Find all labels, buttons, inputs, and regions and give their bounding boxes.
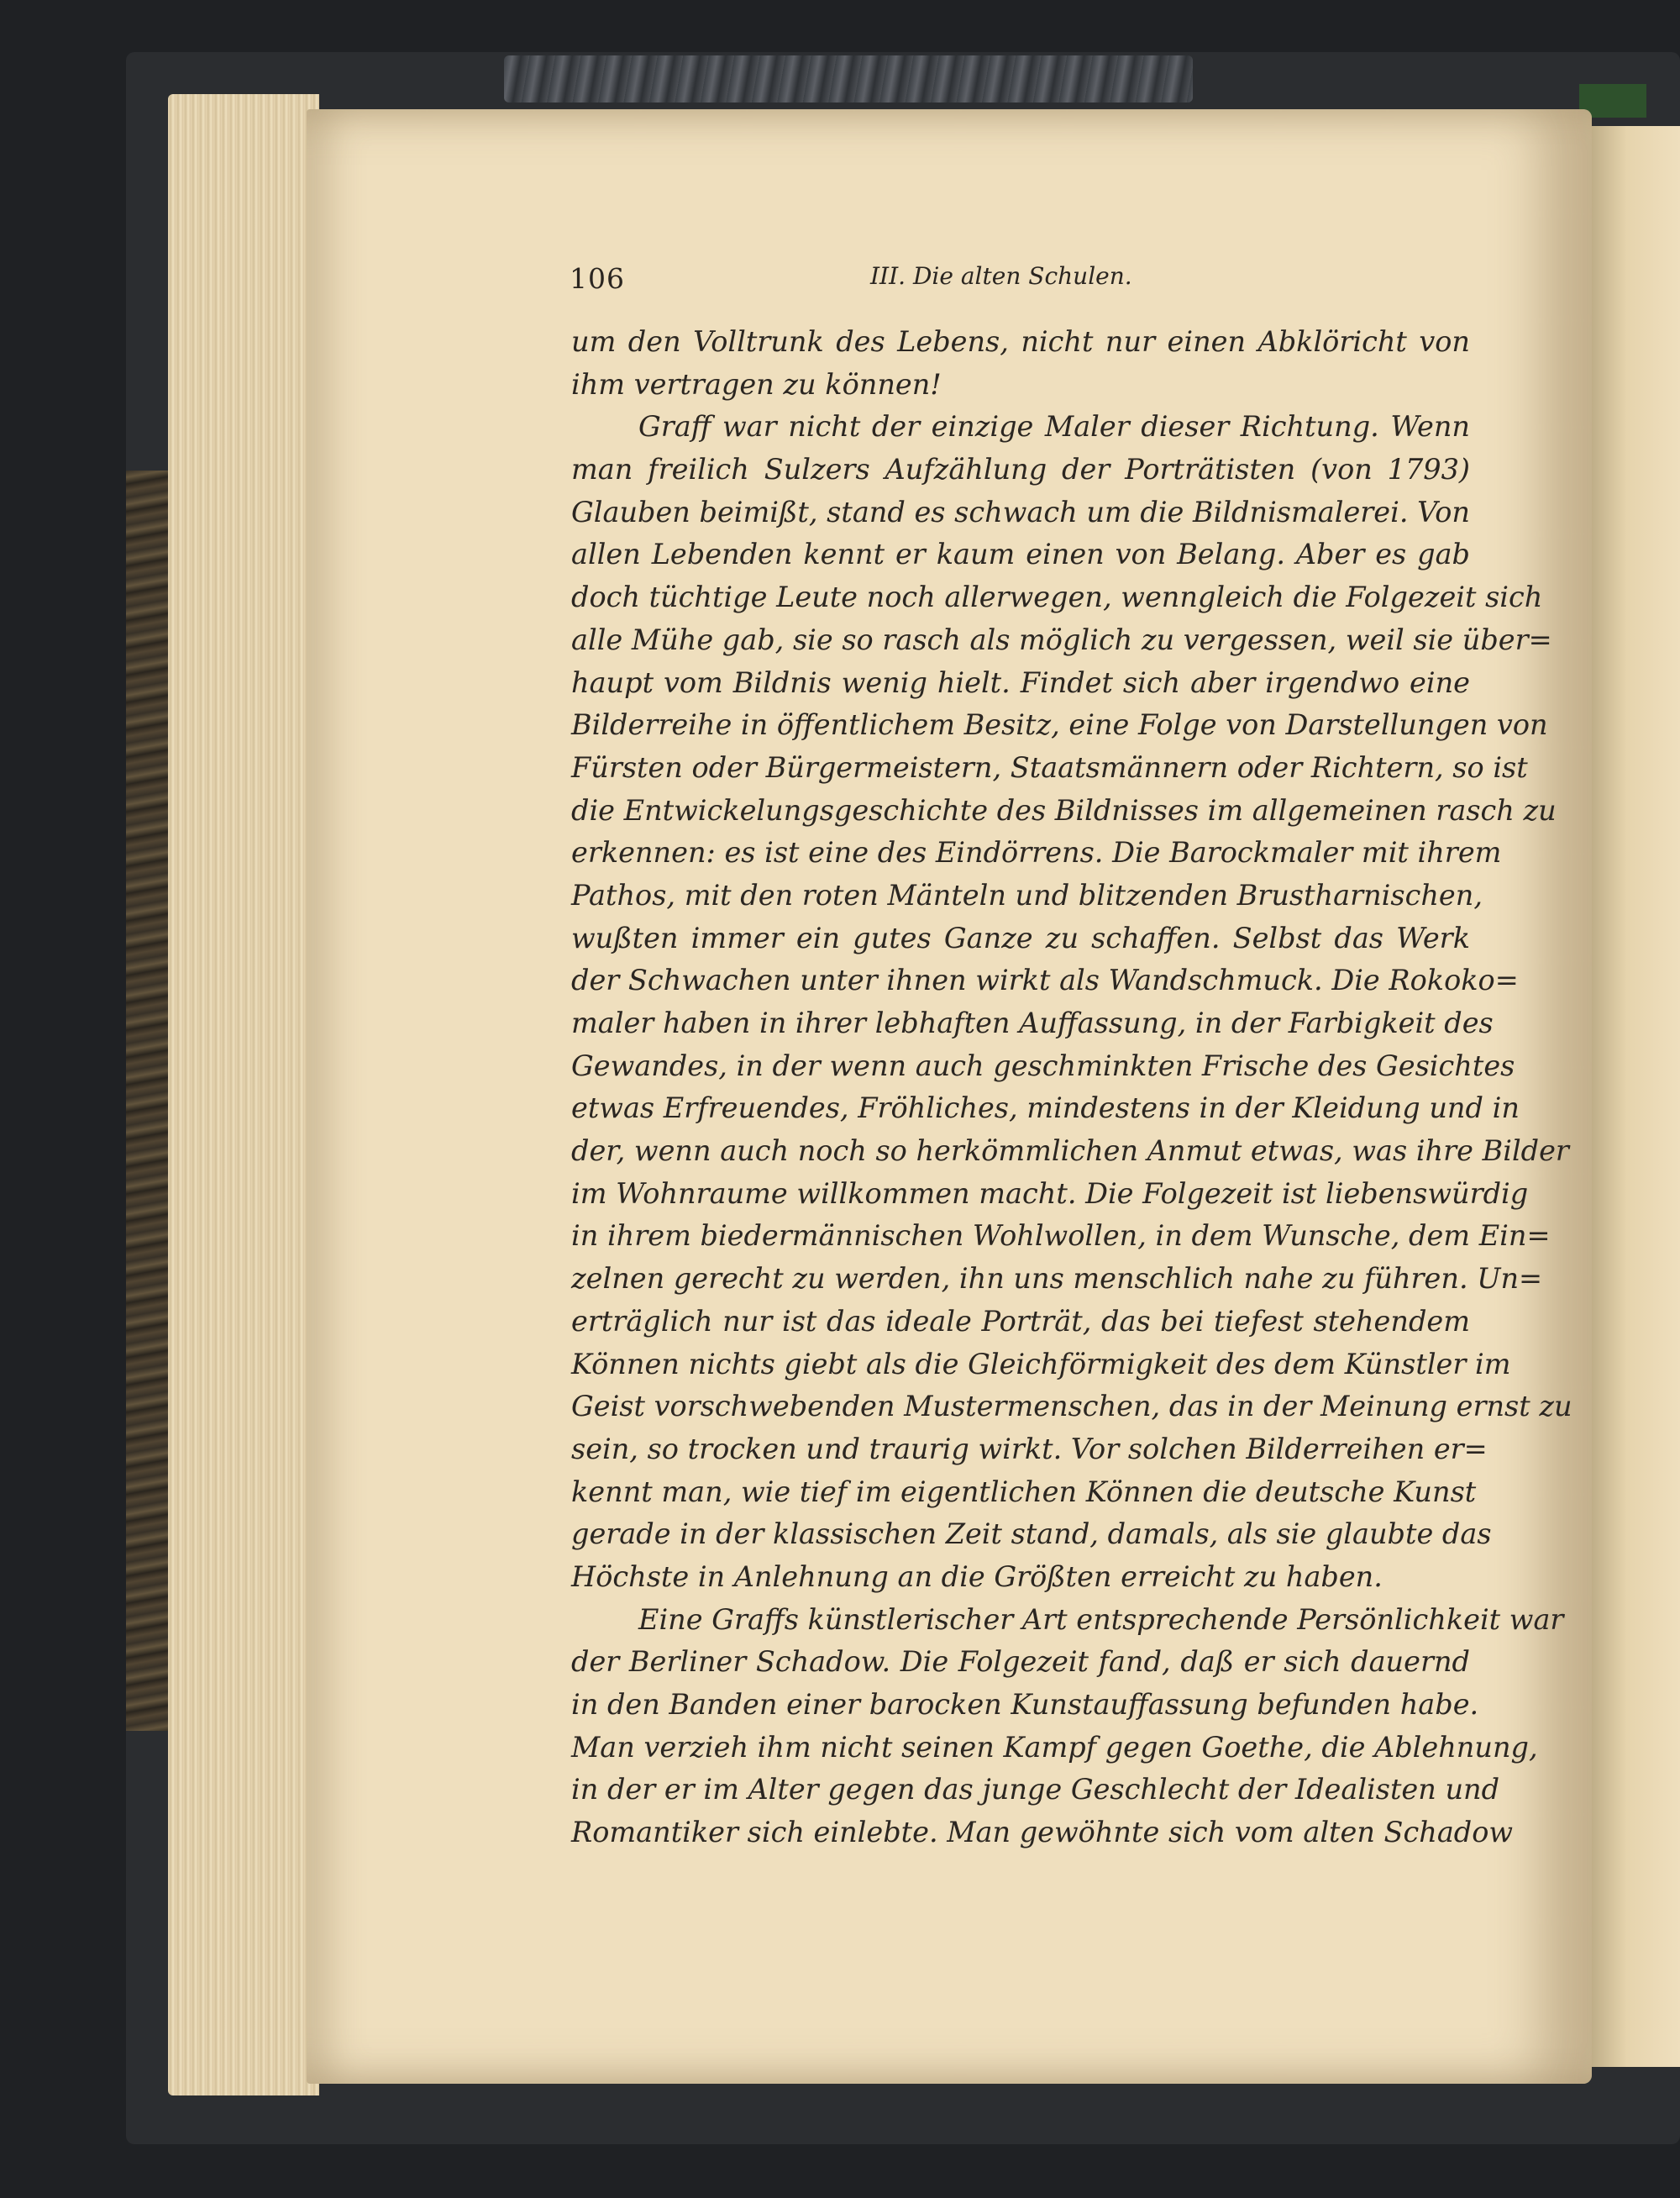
text-line: der Berliner Schadow. Die Folgezeit fand, daß er sich dauernd [571, 1645, 1470, 1679]
book-spine-top [504, 55, 1193, 103]
text-line: haupt vom Bildnis wenig hielt. Findet sich aber irgendwo eine [571, 665, 1470, 699]
text-line: gerade in der klassischen Zeit stand, damals, als sie glaubte das [571, 1517, 1492, 1551]
text-line: Geist vorschwebenden Mustermenschen, das in der Meinung ernst zu [571, 1390, 1572, 1423]
book-spine-left [126, 471, 168, 1731]
text-line: Eine Graffs künstlerischer Art entsprechende Persönlichkeit war [638, 1602, 1564, 1636]
text-line: allen Lebenden kennt er kaum einen von Belang. Aber es gab [571, 538, 1470, 571]
text-line: erkennen: es ist eine des Eindörrens. Die Barockmaler mit ihrem [571, 836, 1502, 870]
text-line: Graff war nicht der einzige Maler dieser Richtung. Wenn [638, 410, 1470, 444]
text-line: der, wenn auch noch so herkömmlichen Anmut etwas, was ihre Bilder [571, 1134, 1569, 1168]
body-text [571, 321, 1572, 1854]
text-line: Gewandes, in der wenn auch geschminkten Frische des Gesichtes [571, 1049, 1515, 1082]
page-number: 106 [570, 262, 625, 295]
text-line: erträglich nur ist das ideale Porträt, das bei tiefest stehendem [571, 1304, 1470, 1338]
text-line: maler haben in ihrer lebhaften Auffassung, in der Farbigkeit des [571, 1007, 1494, 1039]
text-line: Bilderreihe in öffentlichem Besitz, eine Folge von Darstellungen von [571, 708, 1548, 742]
text-line: Pathos, mit den roten Mänteln und blitzenden Brustharnischen, [571, 878, 1483, 912]
text-line: Romantiker sich einlebte. Man gewöhnte sich vom alten Schadow [571, 1816, 1514, 1849]
text-line: Höchste in Anlehnung an die Größten erreicht zu haben. [571, 1559, 1383, 1593]
text-line: sein, so trocken und traurig wirkt. Vor solchen Bilderreihen er= [571, 1432, 1488, 1465]
text-line: der Schwachen unter ihnen wirkt als Wandschmuck. Die Rokoko= [571, 964, 1519, 997]
running-head: III. Die alten Schulen. [870, 262, 1132, 290]
text-line: Fürsten oder Bürgermeistern, Staatsmännern oder Richtern, so ist [571, 750, 1528, 784]
text-line: doch tüchtige Leute noch allerwegen, wenngleich die Folgezeit sich [571, 581, 1543, 614]
text-line: ihm vertragen zu können! [571, 367, 942, 401]
text-line: im Wohnraume willkommen macht. Die Folgezeit ist liebenswürdig [571, 1176, 1529, 1210]
text-line: man freilich Sulzers Aufzählung der Porträtisten (von 1793) [571, 453, 1470, 486]
text-line: zelnen gerecht zu werden, ihn uns menschlich nahe zu führen. Un= [571, 1262, 1543, 1296]
text-line: alle Mühe gab, sie so rasch als möglich zu vergessen, weil sie über= [571, 623, 1552, 656]
text-line: kennt man, wie tief im eigentlichen Können die deutsche Kunst [571, 1475, 1477, 1508]
page-header [570, 262, 1158, 304]
page-edges [168, 94, 319, 2095]
text-line: in ihrem biedermännischen Wohlwollen, in dem Wunsche, dem Ein= [571, 1219, 1551, 1253]
text-line: in der er im Alter gegen das junge Geschlecht der Idealisten und [571, 1773, 1500, 1806]
text-line: die Entwickelungsgeschichte des Bildnisses im allgemeinen rasch zu [571, 793, 1557, 827]
text-line: wußten immer ein gutes Ganze zu schaffen. Selbst das Werk [571, 921, 1470, 954]
text-line: um den Volltrunk des Lebens, nicht nur einen Abklöricht von [571, 325, 1470, 358]
text-line: etwas Erfreuendes, Fröhliches, mindestens in der Kleidung und in [571, 1091, 1520, 1125]
facing-page-edge [1592, 126, 1680, 2067]
text-line: Können nichts giebt als die Gleichförmigkeit des dem Künstler im [571, 1347, 1511, 1380]
text-line: in den Banden einer barocken Kunstauffassung befunden habe. [571, 1688, 1479, 1721]
text-line: Glauben beimißt, stand es schwach um die Bildnismalerei. Von [571, 495, 1470, 528]
text-line: Man verzieh ihm nicht seinen Kampf gegen Goethe, die Ablehnung, [571, 1730, 1538, 1764]
